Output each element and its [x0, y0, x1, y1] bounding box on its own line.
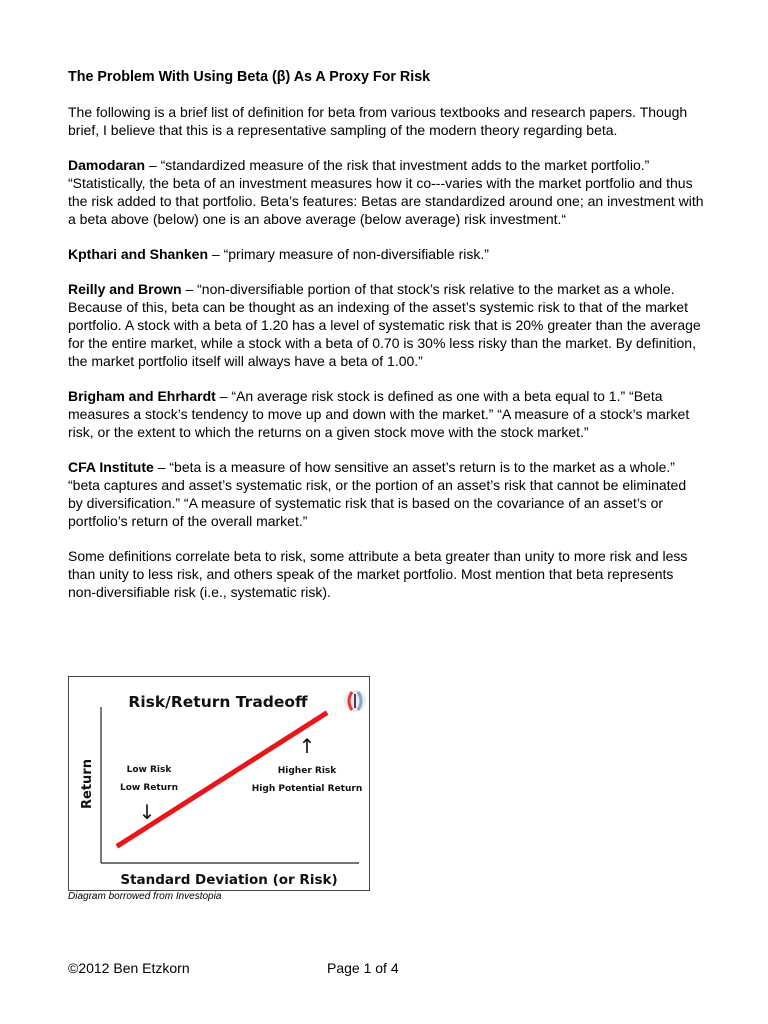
risk-return-figure [68, 676, 370, 891]
figure-caption: Diagram borrowed from Investopia [68, 891, 222, 902]
low-risk-label: Low Risk [126, 765, 172, 775]
definition-author: Reilly and Brown [68, 281, 182, 297]
down-arrow-icon: ↓ [138, 800, 156, 824]
figure-title: Risk/Return Tradeoff [128, 693, 308, 711]
definition-author: Damodaran [68, 157, 146, 173]
definition-text: – “non-diversifiable portion of that stock’s risk relative to the market as a whole. Because of this, beta can be thought as an indexing of the asset’s systemic risk to that of the market portfolio. A stock with a beta of 1.20 has a level of systematic risk that is 20% greater than the average for the entire market, while a stock with a beta of 0.70 is 30% less risky than the market. By definition, the market portfolio itself will always have a beta of 1.00.” [68, 281, 701, 369]
page-title: The Problem With Using Beta (β) As A Proxy For Risk [68, 69, 431, 85]
definition-author: Kpthari and Shanken [68, 246, 209, 262]
definition-author: Brigham and Ehrhardt [68, 388, 216, 404]
risk-return-diagram [69, 677, 369, 890]
risk-return-line [119, 714, 325, 845]
higher-risk-label: Higher Risk [277, 766, 337, 776]
definition-damodaran [68, 156, 704, 228]
footer-copyright: ©2012 Ben Etzkorn [68, 960, 190, 976]
definition-text: – “beta is a measure of how sensitive an asset’s return is to the market as a whole.” “beta captures and asset’s systematic risk, or the portion of an asset’s risk that cannot be eliminated by diversification.” “A measure of systematic risk that is based on the covariance of an asset’s or portfolio’s return of the overall market.” [68, 459, 687, 529]
intro-paragraph: The following is a brief list of definition for beta from various textbooks and research papers. Though brief, I believe that this is a representative sampling of the modern theory regarding beta. [68, 104, 688, 138]
definition-text: – “primary measure of non-diversifiable risk.” [208, 246, 489, 262]
conclusion-paragraph: Some definitions correlate beta to risk, some attribute a beta greater than unity to more risk and less than unity to less risk, and others speak of the market portfolio. Most mention that beta represents non-diversifiable risk (i.e., systematic risk). [68, 548, 688, 600]
definition-brigham-ehrhardt [68, 387, 704, 441]
definition-reilly-brown [68, 280, 704, 370]
footer-page-number: Page 1 of 4 [327, 960, 399, 976]
definition-cfa-institute [68, 458, 704, 530]
y-axis-label: Return [80, 759, 95, 809]
definition-text: – “standardized measure of the risk that investment adds to the market portfolio.” “Statistically, the beta of an investment measures how it co---varies with the market portfolio and thus the risk added to that portfolio. Beta’s features: Betas are standardized around one; an investment with a beta above (below) one is an above average (below average) risk investment.“ [68, 157, 704, 227]
up-arrow-icon: ↑ [298, 734, 316, 758]
definition-kpthari-shanken [68, 245, 704, 263]
x-axis-label: Standard Deviation (or Risk) [120, 872, 338, 888]
investopedia-logo-icon [344, 690, 366, 712]
high-potential-return-label: High Potential Return [251, 784, 363, 794]
definition-text: – “An average risk stock is defined as one with a beta equal to 1.” “Beta measures a stock’s tendency to move up and down with the market.” “A measure of a stock’s market risk, or the extent to which the returns on a given stock move with the stock market.” [68, 388, 690, 440]
definition-author: CFA Institute [68, 459, 154, 475]
low-return-label: Low Return [120, 783, 178, 793]
document-body [68, 68, 704, 618]
